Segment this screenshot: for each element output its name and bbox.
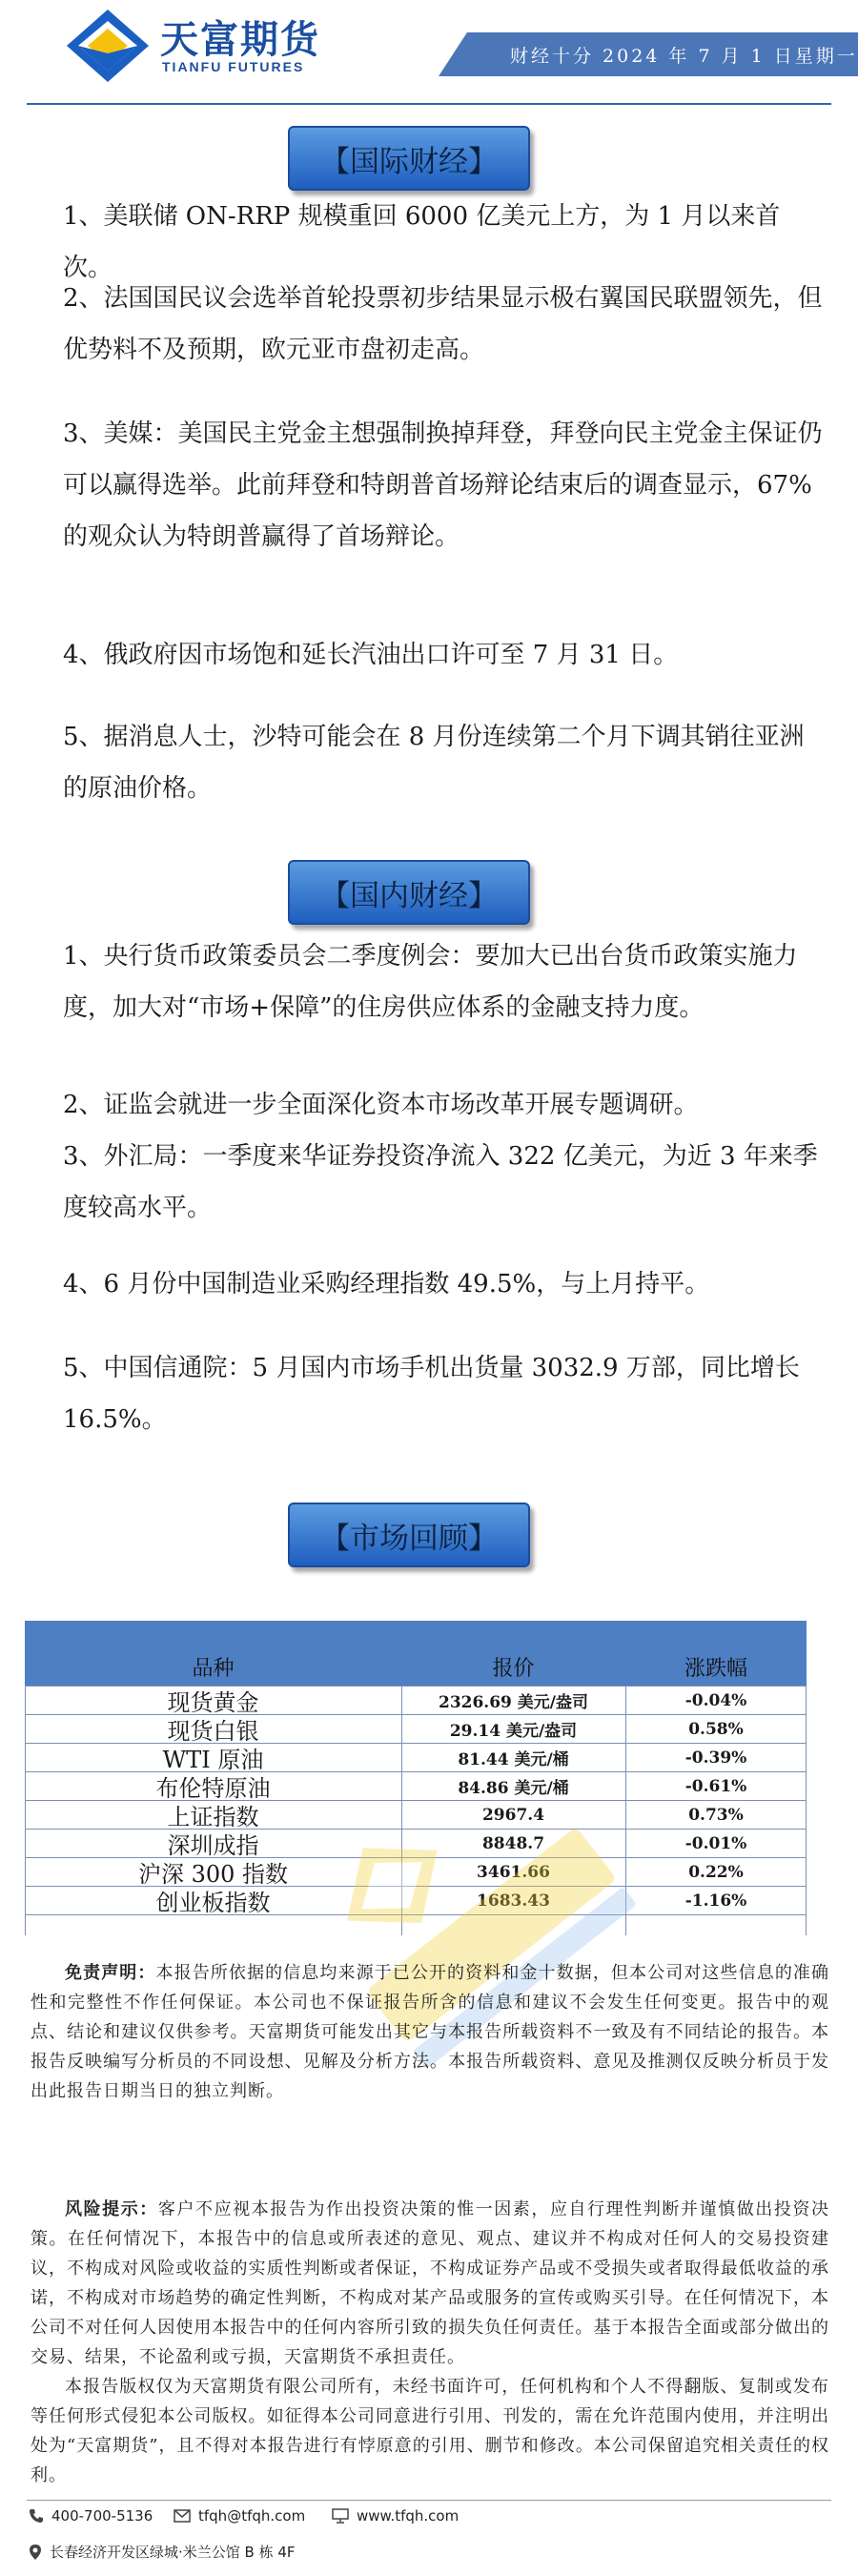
website-url[interactable]: www.tfqh.com [357,2507,460,2525]
column-header-change: 涨跌幅 [684,1656,747,1681]
instrument-change: -0.04% [684,1690,747,1710]
news-item: 3、美媒：美国民主党金主想强制换掉拜登，拜登向民主党金主保证仍可以赢得选举。此前拜登和特朗普首场辩论结束后的调查显示，67%的观众认为特朗普赢得了首场辩论。 [63,419,823,551]
table-row [25,1857,807,1886]
logo-chinese-name: 天富期货 [160,18,320,62]
instrument-price: 2967.4 [481,1805,545,1825]
header-divider [27,103,831,105]
instrument-price: 3461.66 [477,1862,550,1882]
instrument-price: 2326.69 美元/盎司 [438,1693,589,1712]
instrument-change: 0.58% [688,1719,744,1739]
news-item: 2、法国国民议会选举首轮投票初步结果显示极右翼国民联盟领先，但优势料不及预期，欧元亚市盘初走高。 [63,284,823,364]
report-date: 财经十分 2024 年 7 月 1 日星期一 [510,46,858,67]
news-item: 1、美联储 ON-RRP 规模重回 6000 亿美元上方，为 1 月以来首次。 [63,202,781,282]
instrument-price: 29.14 美元/盎司 [449,1722,578,1741]
instrument-name: 上证指数 [167,1804,259,1830]
section-title-domestic: 【国内财经】 [288,860,530,925]
footer-address [29,2542,296,2562]
news-item: 5、中国信通院：5 月国内市场手机出货量 3032.9 万部，同比增长 16.5%。 [63,1354,800,1434]
instrument-name: 布伦特原油 [155,1775,271,1802]
instrument-name: 沪深 300 指数 [137,1861,289,1888]
instrument-change: -0.01% [684,1833,747,1853]
news-item: 1、央行货币政策委员会二季度例会：要加大已出台货币政策实施力度，加大对“市场+保障”的住房供应体系的金融支持力度。 [63,942,798,1022]
instrument-change: 0.73% [688,1805,744,1825]
table-row [25,1771,807,1800]
section-title-international: 【国际财经】 [288,126,530,191]
page-header [0,0,858,99]
phone-icon [29,2508,44,2524]
address-text: 长春经济开发区绿城·米兰公馆 B 栋 4F [50,2544,296,2561]
footer-divider [27,2500,831,2501]
risk-block [31,2195,829,2372]
table-row [25,1743,807,1771]
news-item: 3、外汇局：一季度来华证券投资净流入 322 亿美元，为近 3 年来季度较高水平。 [63,1142,818,1222]
tianfu-logo-icon [65,8,151,84]
risk-text: 客户不应视本报告为作出投资决策的惟一因素，应自行理性判断并谨慎做出投资决策。在任何情况下，本报告中的信息或所表述的意见、观点、建议并不构成对任何人的交易投资建议，不构成对风险或收益的实质性判断或者保证，不构成证券产品或不受损失或者取得最低收益的承诺，不构成对市场趋势的确定性判断，不构成对某产品或服务的宣传或购买引导。在任何情况下，本公司不对任何人因使用本报告中的任何内容所引致的损失负任何责任。基于本报告全面或部分做出的交易、结果，不论盈利或亏损，天富期货不承担责任。 [31,2199,829,2367]
logo-english-name: TIANFU FUTURES [162,59,305,74]
table-header [25,1621,807,1686]
table-row [25,1800,807,1829]
instrument-change: -0.39% [684,1748,747,1768]
table-border [401,1686,402,1935]
column-header-price: 报价 [492,1656,535,1681]
table-border [806,1686,807,1935]
table-row [25,1714,807,1743]
news-item: 4、6 月份中国制造业采购经理指数 49.5%，与上月持平。 [63,1270,710,1298]
table-border [25,1686,26,1935]
news-item: 4、俄政府因市场饱和延长汽油出口许可至 7 月 31 日。 [63,641,679,669]
instrument-change: -0.61% [684,1776,747,1796]
monitor-icon [332,2508,349,2524]
instrument-change: 0.22% [688,1862,744,1882]
table-border [625,1686,626,1935]
instrument-name: 深圳成指 [167,1832,259,1859]
disclaimer-text: 本报告所依据的信息均来源于已公开的资料和金十数据，但本公司对这些信息的准确性和完整性不作任何保证。本公司也不保证报告所含的信息和建议不会发生任何变更。报告中的观点、结论和建议仅供参考。天富期货可能发出其它与本报告所载资料不一致及有不同结论的报告。本报告反映编写分析员的不同设想、见解及分析方法。本报告所载资料、意见及推测仅反映分析员于发出此报告日期当日的独立判断。 [31,1963,830,2101]
risk-label: 风险提示： [65,2199,158,2219]
column-header-name: 品种 [192,1656,235,1681]
footer-phone [29,2507,153,2525]
copyright-block: 本报告版权仅为天富期货有限公司所有，未经书面许可，任何机构和个人不得翻版、复制或发布等任何形式侵犯本公司版权。如征得本公司同意进行引用、刊发的，需在允许范围内使用，并注明出处为“天富期货”，且不得对本报告进行有悖原意的引用、删节和修改。本公司保留追究相关责任的权利。 [31,2377,829,2485]
market-table [25,1621,807,1935]
instrument-price: 81.44 美元/桶 [458,1750,569,1769]
instrument-change: -1.16% [684,1891,747,1911]
phone-number: 400-700-5136 [51,2507,153,2525]
instrument-price: 1683.43 [477,1891,550,1911]
instrument-name: 创业板指数 [155,1890,271,1916]
section-title-market: 【市场回顾】 [288,1503,530,1567]
mail-icon [174,2509,191,2523]
instrument-name: 现货黄金 [167,1689,259,1716]
news-item: 5、据消息人士，沙特可能会在 8 月份连续第二个月下调其销往亚洲的原油价格。 [63,723,805,803]
footer-email[interactable] [174,2507,305,2525]
instrument-price: 8848.7 [481,1833,545,1853]
table-row [25,1886,807,1915]
footer-website[interactable] [332,2507,459,2525]
location-pin-icon [29,2544,42,2561]
email-address[interactable]: tfqh@tfqh.com [198,2507,306,2525]
table-row [25,1829,807,1857]
news-item: 2、证监会就进一步全面深化资本市场改革开展专题调研。 [63,1091,699,1119]
table-body [25,1686,807,1915]
instrument-name: 现货白银 [167,1718,259,1745]
table-row [25,1686,807,1714]
disclaimer-label: 免责声明： [65,1963,156,1983]
instrument-name: WTI 原油 [162,1747,264,1773]
disclaimer-block [31,1958,829,2106]
instrument-price: 84.86 美元/桶 [458,1779,569,1798]
